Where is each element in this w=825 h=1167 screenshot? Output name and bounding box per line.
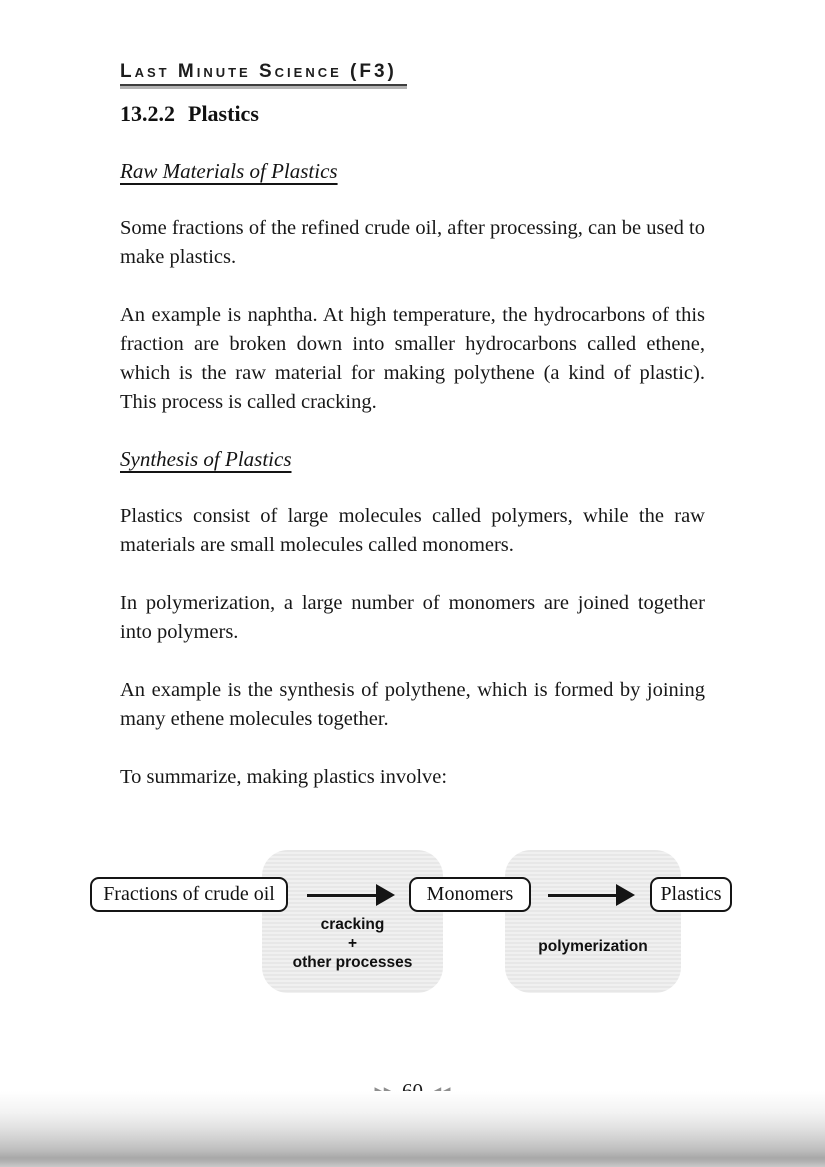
diagram-box-monomers: Monomers xyxy=(409,877,531,912)
masthead xyxy=(120,62,705,86)
paragraph-synthesis-1: Plastics consist of large molecules called polymers, while the raw materials are small molecules called monomers. xyxy=(120,505,705,556)
subheading-synthesis: Synthesis of Plastics xyxy=(120,447,292,471)
arrow-label-polymerization: polymerization xyxy=(538,938,648,955)
diagram-box-fractions-of-crude-oil: Fractions of crude oil xyxy=(90,877,288,912)
right-arrow-icon xyxy=(307,884,395,906)
process-highlight-block-polymerization xyxy=(505,850,681,993)
paragraph-summary-lead: To summarize, making plastics involve: xyxy=(120,766,448,788)
arrow-head xyxy=(376,884,395,906)
paragraph-synthesis-2: In polymerization, a large number of monomers are joined together into polymers. xyxy=(120,592,705,643)
arrow-label-cracking xyxy=(262,915,443,972)
section-title: Plastics xyxy=(188,101,259,126)
arrow-label-line: + xyxy=(347,935,358,952)
paragraph-synthesis-3: An example is the synthesis of polythene, which is formed by joining many ethene molecules together. xyxy=(120,679,705,730)
paragraph-raw-materials-2: An example is naphtha. At high temperature, the hydrocarbons of this fraction are broken down into smaller hydrocarbons called ethene, which is the raw material for making polythene (a kind of plastic). This process is called cracking. xyxy=(120,304,705,413)
diagram-box-plastics: Plastics xyxy=(650,877,732,912)
paragraph-raw-materials-1: Some fractions of the refined crude oil, after processing, can be used to make plastics. xyxy=(120,217,705,268)
arrow-label-line: other processes xyxy=(292,954,413,971)
arrow-shaft xyxy=(307,894,378,897)
section-heading xyxy=(120,101,705,127)
bottom-gradient-bar xyxy=(0,1091,825,1167)
right-arrow-icon xyxy=(548,884,635,906)
arrow-head xyxy=(616,884,635,906)
arrow-label-line: cracking xyxy=(320,916,385,933)
arrow-shaft xyxy=(548,894,618,897)
process-flow-diagram xyxy=(0,848,825,1000)
subheading-raw-materials: Raw Materials of Plastics xyxy=(120,159,338,183)
section-number: 13.2.2 xyxy=(120,101,175,126)
book-title: Last Minute Science (F3) xyxy=(120,62,407,86)
